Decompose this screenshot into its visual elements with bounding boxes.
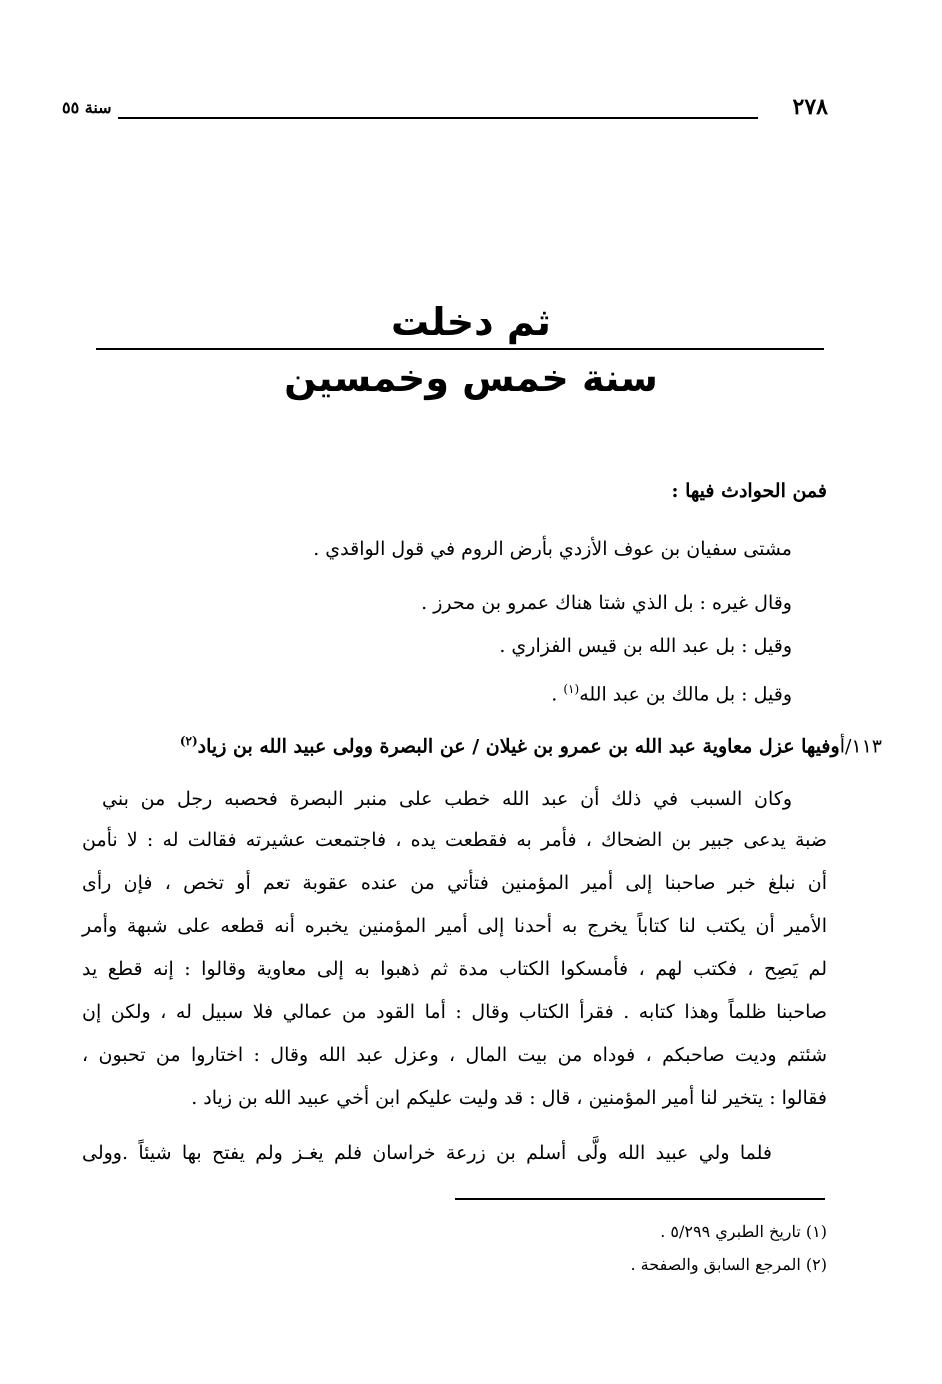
paragraph-line: وكان السبب في ذلك أن عبد الله خطب على منبر البصرة فحصبه رجل من بني: [102, 788, 792, 810]
header-rule: [118, 117, 758, 119]
margin-folio-ref: ١١٣/أ: [839, 735, 882, 758]
event-end: .: [551, 683, 558, 706]
page-number: ٢٧٨: [792, 94, 828, 120]
chapter-title-line2: سنة خمس وخمسين: [284, 356, 658, 400]
paragraph-line: صاحبنا ظلماً وهذا كتابه . فقرأ الكتاب وقال : أما القود من عمالي فلا سبيل له ، ولكن إن: [82, 1001, 827, 1023]
event-text: وقيل : بل مالك بن عبد الله: [579, 683, 792, 706]
chapter-title-line1: ثم دخلت: [391, 300, 551, 344]
footnote-marker: (١): [563, 682, 580, 696]
events-heading: فمن الحوادث فيها :: [671, 480, 827, 502]
paragraph-line: لم يَصِح ، فكتب لهم ، فأمسكوا الكتاب مدة ثم ذهبوا به إلى معاوية وقالوا : إنه قطع يد: [82, 958, 827, 980]
running-title: سنة ٥٥: [62, 98, 112, 117]
footnote-marker: (٢): [179, 734, 198, 748]
event-line: [551, 676, 792, 707]
event-line: وقال غيره : بل الذي شتا هناك عمرو بن محرز .: [421, 592, 792, 614]
event-line: وقيل : بل عبد الله بن قيس الفزاري .: [499, 635, 792, 657]
section-heading-line: [180, 728, 882, 759]
paragraph-line: فلما ولي عبيد الله ولَّى أسلم بن زرعة خراسان فلم يغـز ولم يفتح بها شيئاً .وولى: [82, 1142, 772, 1164]
paragraph-line: أن نبلغ خبر صاحبنا إلى أمير المؤمنين فتأتي من عنده عقوبة تعم أو تخص ، فإن رأى: [82, 872, 827, 894]
footnote-rule: [455, 1198, 825, 1200]
paragraph-line: الأمير أن يكتب لنا كتاباً يخرج به أحدنا إلى أمير المؤمنين يخبره أنه قطعه على شبهة وأمر: [82, 915, 827, 937]
event-line: مشتى سفيان بن عوف الأزدي بأرض الروم في قول الواقدي .: [313, 538, 792, 560]
paragraph-line: ضبة يدعى جبير بن الضحاك ، فأمر به فقطعت يده ، فاجتمعت عشيرته فقالت له : لا نأمن: [82, 829, 827, 851]
paragraph-line: فقالوا : يتخير لنا أمير المؤمنين ، قال : قد وليت عليكم ابن أخي عبيد الله بن زياد .: [191, 1087, 827, 1109]
footnote: (١) تاريخ الطبري ٥/٢٩٩ .: [660, 1222, 827, 1241]
footnote: (٢) المرجع السابق والصفحة .: [630, 1255, 827, 1274]
paragraph-line: شئتم وديت صاحبكم ، فوداه من بيت المال ، وعزل عبد الله وقال : اختاروا من تحبون ،: [82, 1044, 827, 1066]
title-rule: [96, 348, 824, 350]
section-heading: وفيها عزل معاوية عبد الله بن عمرو بن غيلان / عن البصرة وولى عبيد الله بن زياد: [197, 735, 840, 758]
